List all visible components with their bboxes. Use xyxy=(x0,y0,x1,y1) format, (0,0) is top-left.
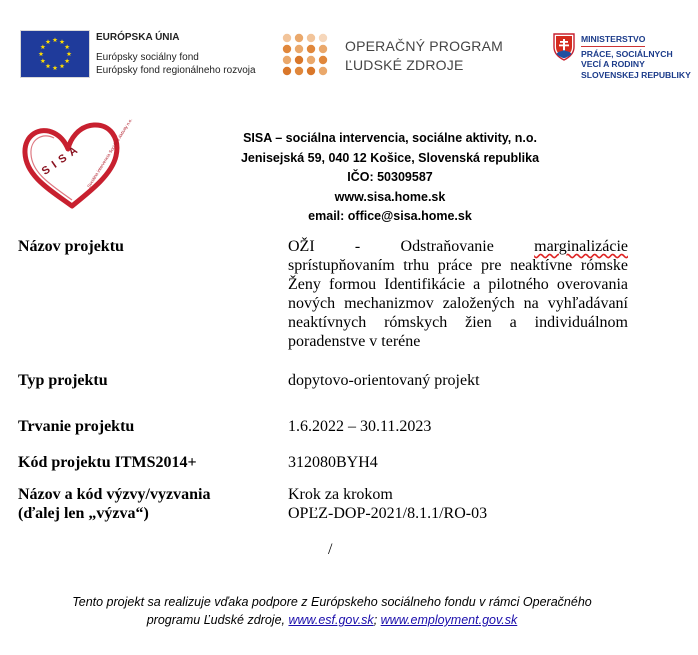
project-name-spellcheck-word: marginalizácie xyxy=(534,238,628,255)
project-call-value xyxy=(288,485,628,523)
organization-email: email: office@sisa.home.sk xyxy=(308,209,472,223)
organization-web: www.sisa.home.sk xyxy=(334,189,446,204)
eu-star xyxy=(67,51,72,56)
ministry-line-2: PRÁCE, SOCIÁLNYCH xyxy=(581,48,673,59)
eu-star xyxy=(53,65,58,70)
stray-slash: / xyxy=(328,541,333,558)
project-code-row xyxy=(18,453,628,473)
op-line-2: ĽUDSKÉ ZDROJE xyxy=(345,57,464,73)
eu-star xyxy=(39,51,44,56)
project-call-label xyxy=(18,485,278,523)
eu-star xyxy=(65,58,70,63)
project-type-label: Typ projektu xyxy=(18,372,108,389)
project-call-value-1: Krok za krokom xyxy=(288,486,393,503)
project-name-rest: sprístupňovaním trhu práce pre neaktívne rómske Ženy formou Identifikácie a pilotného overovania nových mechanizmov založených na vyhľadávaní neaktívnych rómskych žien a individuálnom poradenstve v teréne xyxy=(288,257,628,350)
project-call-value-2: OPĽZ-DOP-2021/8.1.1/RO-03 xyxy=(288,505,488,522)
project-call-row xyxy=(18,485,628,525)
project-call-label-1: Názov a kód výzvy/vyzvania xyxy=(18,486,211,503)
eu-star xyxy=(40,44,45,49)
eu-star xyxy=(53,37,58,42)
organization-name: SISA – sociálna intervencia, sociálne aktivity, n.o. xyxy=(243,131,537,145)
sisa-logo-wordmark: SISA xyxy=(39,141,84,178)
eu-star xyxy=(46,39,51,44)
eu-logo-text xyxy=(96,31,256,77)
op-line-1: OPERAČNÝ PROGRAM xyxy=(345,38,503,54)
organization-ico: IČO: 50309587 xyxy=(347,170,433,184)
esf-link[interactable]: www.esf.gov.sk xyxy=(288,613,374,627)
footer-line-1: Tento projekt sa realizuje vďaka podpore z Európskeho sociálneho fondu v rámci Operačného xyxy=(72,595,592,609)
ministry-logo-text xyxy=(581,34,691,80)
footer-line-2-prefix: programu Ľudské zdroje, xyxy=(146,613,289,627)
eu-flag-icon xyxy=(20,30,90,78)
project-type-value: dopytovo-orientovaný projekt xyxy=(288,372,480,389)
organization-address: Jenisejská 59, 040 12 Košice, Slovenská republika xyxy=(240,150,540,165)
ministry-line-3: VECÍ A RODINY xyxy=(581,59,645,69)
ministry-line-4: SLOVENSKEJ REPUBLIKY xyxy=(581,69,691,80)
project-code-value: 312080BYH4 xyxy=(288,454,378,471)
employment-link[interactable]: www.employment.gov.sk xyxy=(380,613,518,627)
project-duration-value: 1.6.2022 – 30.11.2023 xyxy=(288,418,432,435)
eu-fund-1: Európsky sociálny fond xyxy=(96,52,199,63)
ministry-line-1: MINISTERSTVO xyxy=(581,34,645,47)
eu-fund-2: Európsky fond regionálneho rozvoja xyxy=(96,65,256,76)
footer-line-2 xyxy=(0,611,664,629)
funding-footer xyxy=(0,593,664,629)
project-duration-row xyxy=(18,417,628,437)
sisa-heart-logo xyxy=(20,117,134,217)
eu-star xyxy=(40,58,45,63)
project-type-row xyxy=(18,371,628,391)
project-code-label: Kód projektu ITMS2014+ xyxy=(18,454,197,471)
sisa-logo-subtext: Sociálna intervencia Sociálne Aktivity n.o. xyxy=(86,117,134,189)
project-call-label-2: (ďalej len „výzva“) xyxy=(18,505,149,522)
op-logo-text xyxy=(345,37,503,75)
project-duration-label: Trvanie projektu xyxy=(18,418,135,435)
eu-title: EURÓPSKA ÚNIA xyxy=(96,32,180,43)
organization-contact-block xyxy=(190,129,590,227)
op-dots-icon xyxy=(282,33,328,82)
eu-star xyxy=(60,39,65,44)
project-name-value xyxy=(288,237,628,351)
slovak-coat-of-arms-icon xyxy=(553,33,575,66)
eu-star xyxy=(65,44,70,49)
eu-star xyxy=(60,64,65,69)
project-name-label: Názov projektu xyxy=(18,238,124,255)
eu-star xyxy=(46,64,51,69)
project-name-row xyxy=(18,237,628,365)
project-name-prefix: OŽI - Odstraňovanie xyxy=(288,238,535,255)
footer-separator: ; xyxy=(373,613,381,627)
